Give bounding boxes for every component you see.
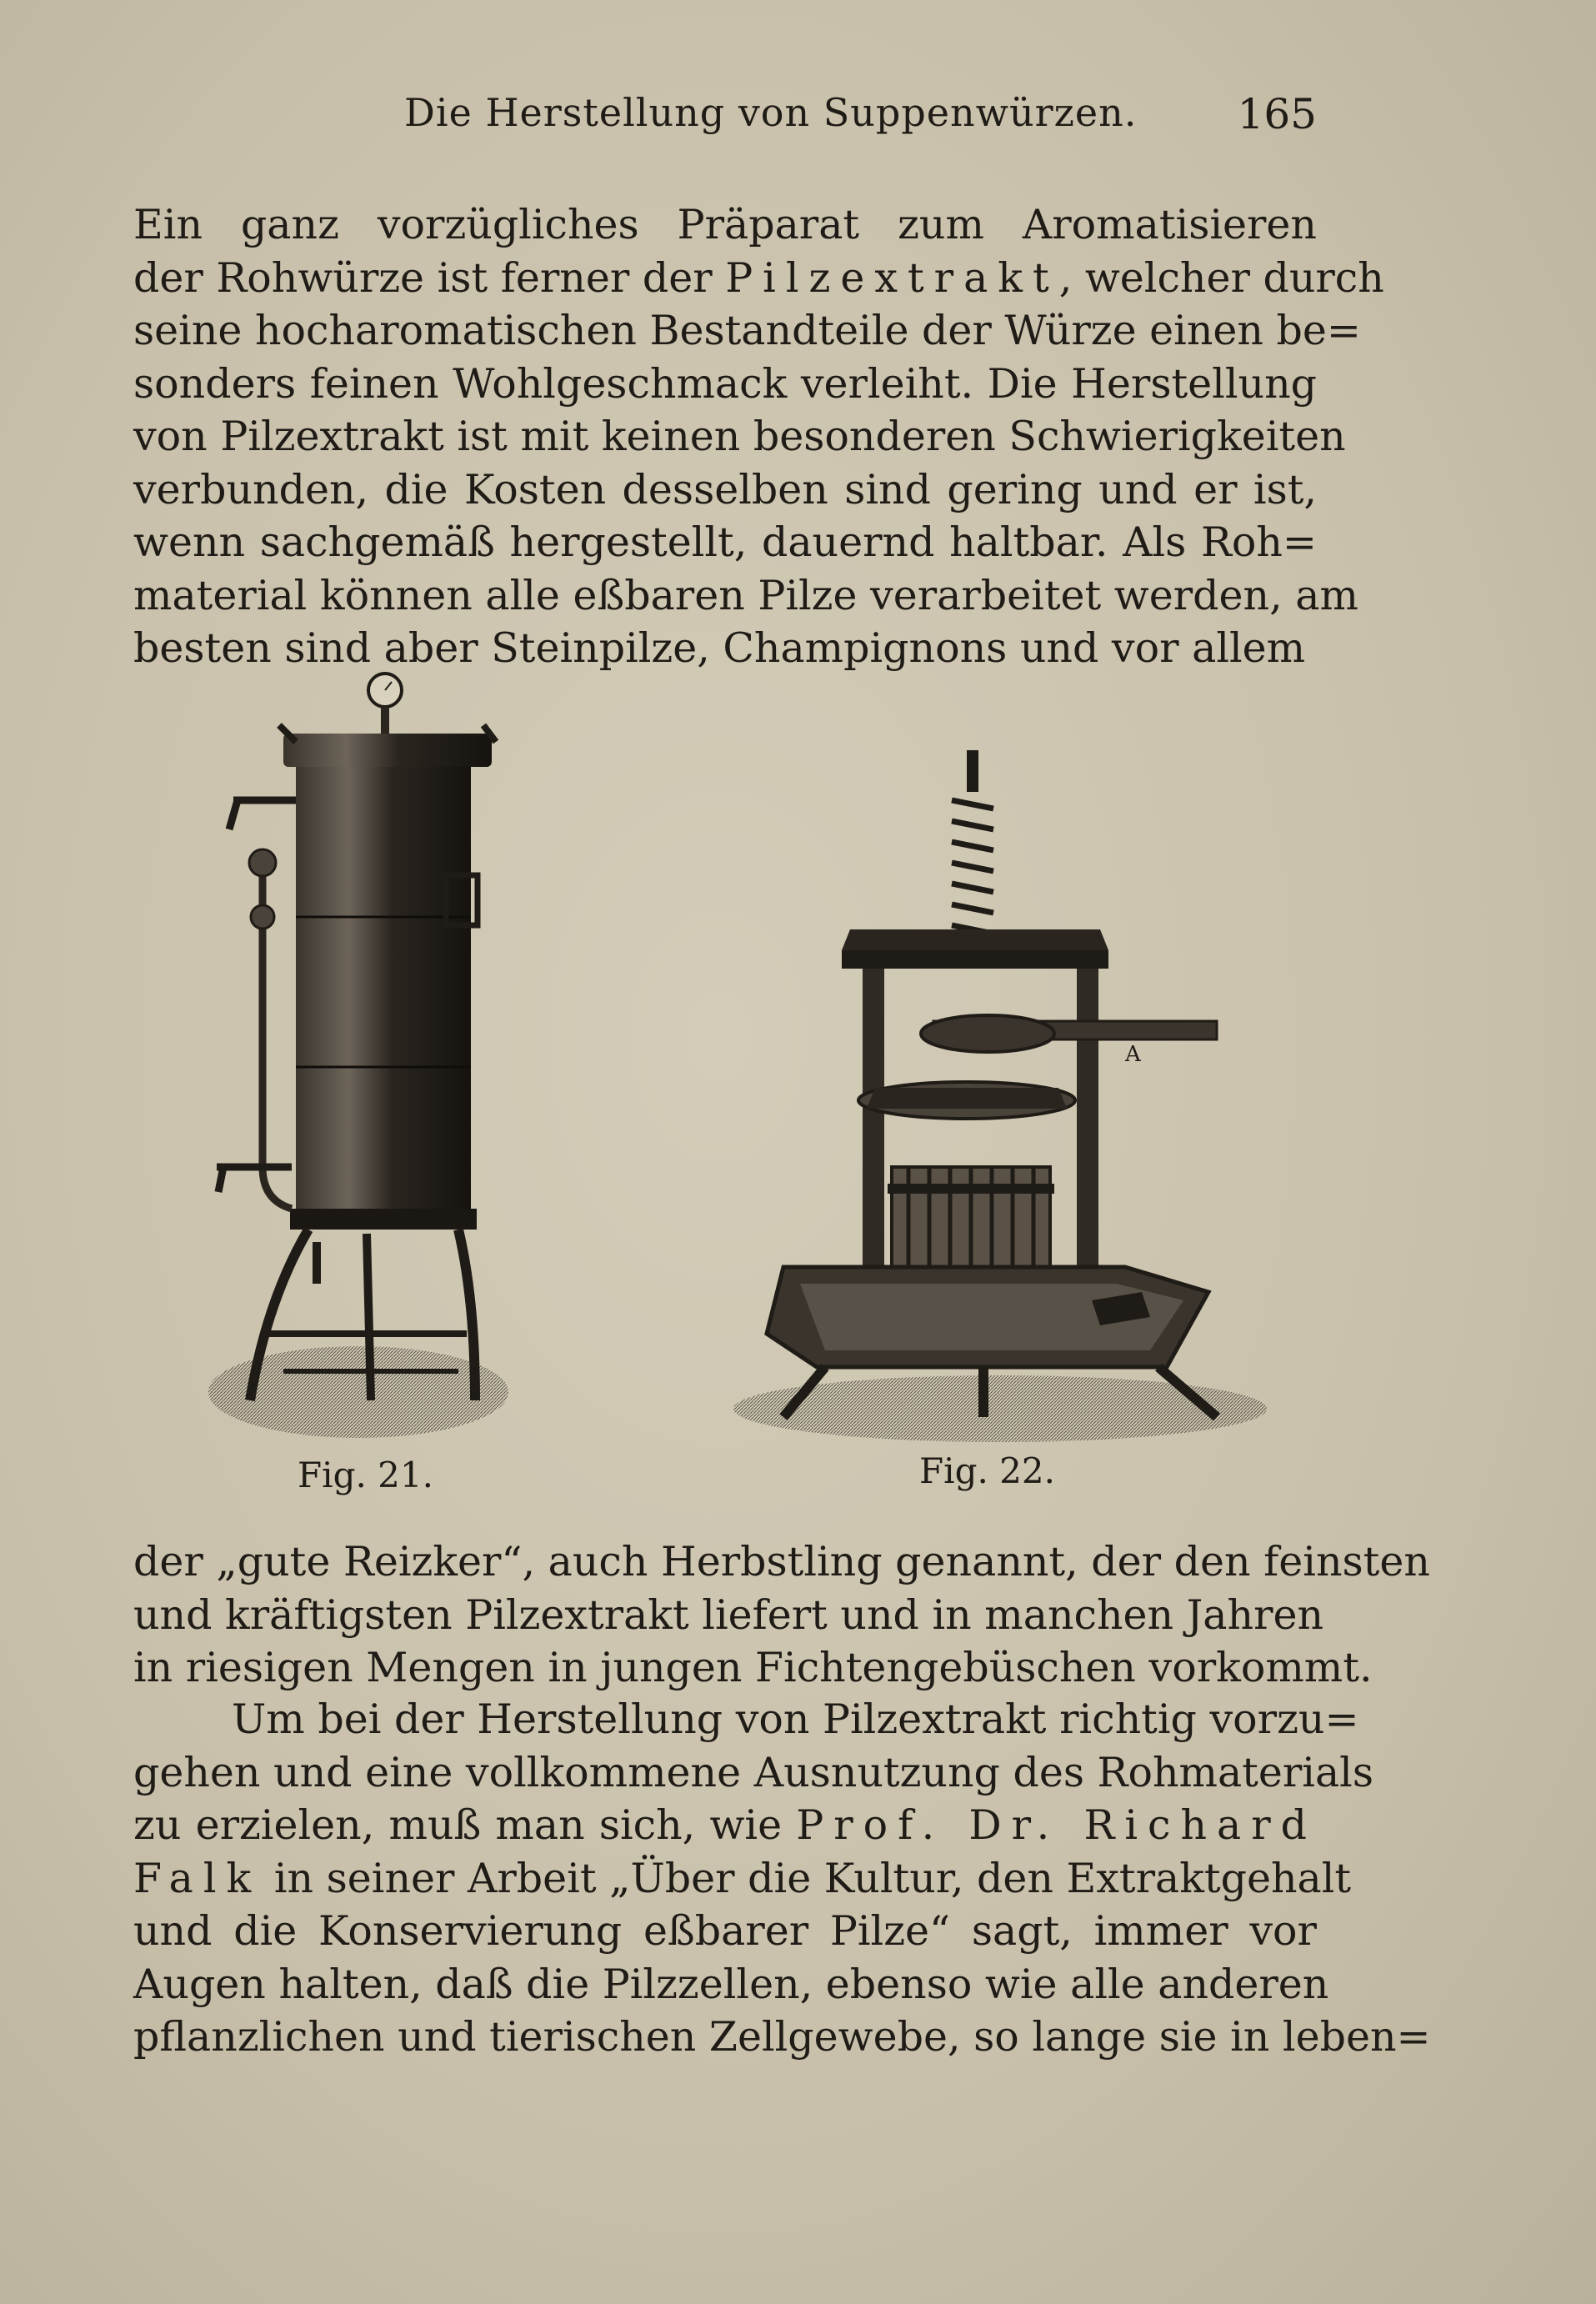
text-line: besten sind aber Steinpilze, Champignons und vor allem (133, 624, 1306, 672)
text-line (133, 252, 1384, 305)
author-surname: Falk (133, 1854, 262, 1902)
text-line: und kräftigsten Pilzextrakt liefert und in manchen Jahren (133, 1590, 1324, 1639)
paragraph-1 (133, 198, 1384, 675)
text-line: verbunden, die Kosten desselben sind gering und er ist, (133, 465, 1317, 513)
emphasized-term: Pilzextrakt (725, 253, 1059, 302)
figure-22-fruit-press (733, 750, 1267, 1442)
page-number: 165 (1237, 90, 1317, 138)
steam-cooker-illustration (200, 667, 517, 1442)
figure-21-steam-cooker (200, 667, 517, 1442)
text-line: sonders feinen Wohlgeschmack verleiht. Die Herstellung (133, 359, 1317, 408)
text-line: in riesigen Mengen in jungen Fichtengebüschen vorkommt. (133, 1644, 1373, 1691)
text-line (133, 1799, 1317, 1852)
text-line: material können alle eßbaren Pilze verarbeitet werden, am (133, 571, 1358, 619)
figure-22-caption: Fig. 22. (919, 1450, 1055, 1491)
author-name: Prof. Dr. Richard (796, 1801, 1318, 1849)
text-line: Ein ganz vorzügliches Präparat zum Aromatisieren (133, 201, 1317, 248)
page-header (133, 90, 1317, 140)
text-segment: zu erzielen, muß man sich, wie (133, 1801, 797, 1849)
text-line: der „gute Reizker“, auch Herbstling genannt, der den feinsten (133, 1538, 1430, 1585)
text-line: wenn sachgemäß hergestellt, dauernd haltbar. Als Roh= (133, 518, 1317, 566)
running-title: Die Herstellung von Suppenwürzen. (404, 90, 1138, 135)
text-line: Um bei der Herstellung von Pilzextrakt richtig vorzu= (232, 1695, 1359, 1743)
fruit-press-illustration (733, 750, 1267, 1442)
text-line: gehen und eine vollkommene Ausnutzung des Rohmaterials (133, 1748, 1373, 1796)
text-line (133, 1852, 1352, 1906)
figure-21-caption: Fig. 21. (298, 1455, 433, 1495)
press-label-a: A (1125, 1042, 1141, 1067)
text-line: Augen halten, daß die Pilzzellen, ebenso wie alle anderen (133, 1960, 1329, 2008)
paragraph-2 (133, 1535, 1430, 1695)
text-line: und die Konservierung eßbarer Pilze“ sagt, immer vor (133, 1907, 1317, 1955)
text-segment: , welcher durch (1058, 253, 1384, 302)
text-segment: der Rohwürze ist ferner der (133, 253, 726, 302)
text-line: seine hocharomatischen Bestandteile der Würze einen be= (133, 307, 1361, 354)
text-line: von Pilzextrakt ist mit keinen besonderen Schwierigkeiten (133, 413, 1346, 460)
text-segment: in seiner Arbeit „Über die Kultur, den Extraktgehalt (261, 1854, 1352, 1902)
text-line: pflanzlichen und tierischen Zellgewebe, so lange sie in leben= (133, 2013, 1431, 2061)
paragraph-3 (133, 1693, 1431, 2064)
